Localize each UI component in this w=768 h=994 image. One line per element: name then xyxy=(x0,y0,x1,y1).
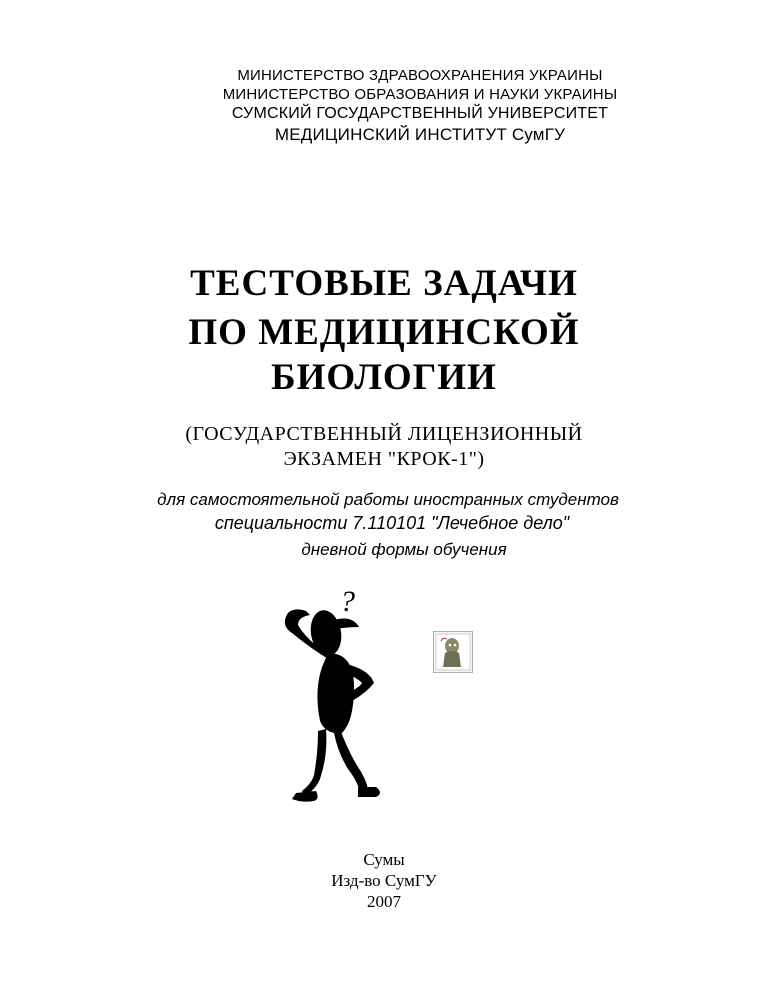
thinking-man-icon xyxy=(262,583,422,813)
purpose-line-2: специальности 7.110101 "Лечебное дело" xyxy=(214,513,570,533)
title-line-1: ТЕСТОВЫЕ ЗАДАЧИ xyxy=(190,263,578,304)
question-mark: ? xyxy=(340,585,355,618)
small-figure-icon xyxy=(433,631,473,673)
title-line-3: БИОЛОГИИ xyxy=(271,357,497,398)
publisher: Изд-во СумГУ xyxy=(331,871,437,890)
subtitle-line-1: (ГОСУДАРСТВЕННЫЙ ЛИЦЕНЗИОННЫЙ xyxy=(185,423,583,445)
university-line: СУМСКИЙ ГОСУДАРСТВЕННЫЙ УНИВЕРСИТЕТ xyxy=(231,105,609,122)
institute-line: МЕДИЦИНСКИЙ ИНСТИТУТ СумГУ xyxy=(274,125,566,144)
year: 2007 xyxy=(367,892,401,911)
subtitle-line-2: ЭКЗАМЕН "КРОК-1") xyxy=(283,448,485,470)
ministry-health-line: МИНИСТЕРСТВО ЗДРАВООХРАНЕНИЯ УКРАИНЫ xyxy=(237,67,603,84)
ministry-education-line: МИНИСТЕРСТВО ОБРАЗОВАНИЯ И НАУКИ УКРАИНЫ xyxy=(222,86,618,103)
city: Сумы xyxy=(363,850,405,869)
purpose-line-1: для самостоятельной работы иностранных студентов xyxy=(157,490,619,509)
purpose-line-3: дневной формы обучения xyxy=(301,540,507,559)
title-line-2: ПО МЕДИЦИНСКОЙ xyxy=(188,312,580,353)
